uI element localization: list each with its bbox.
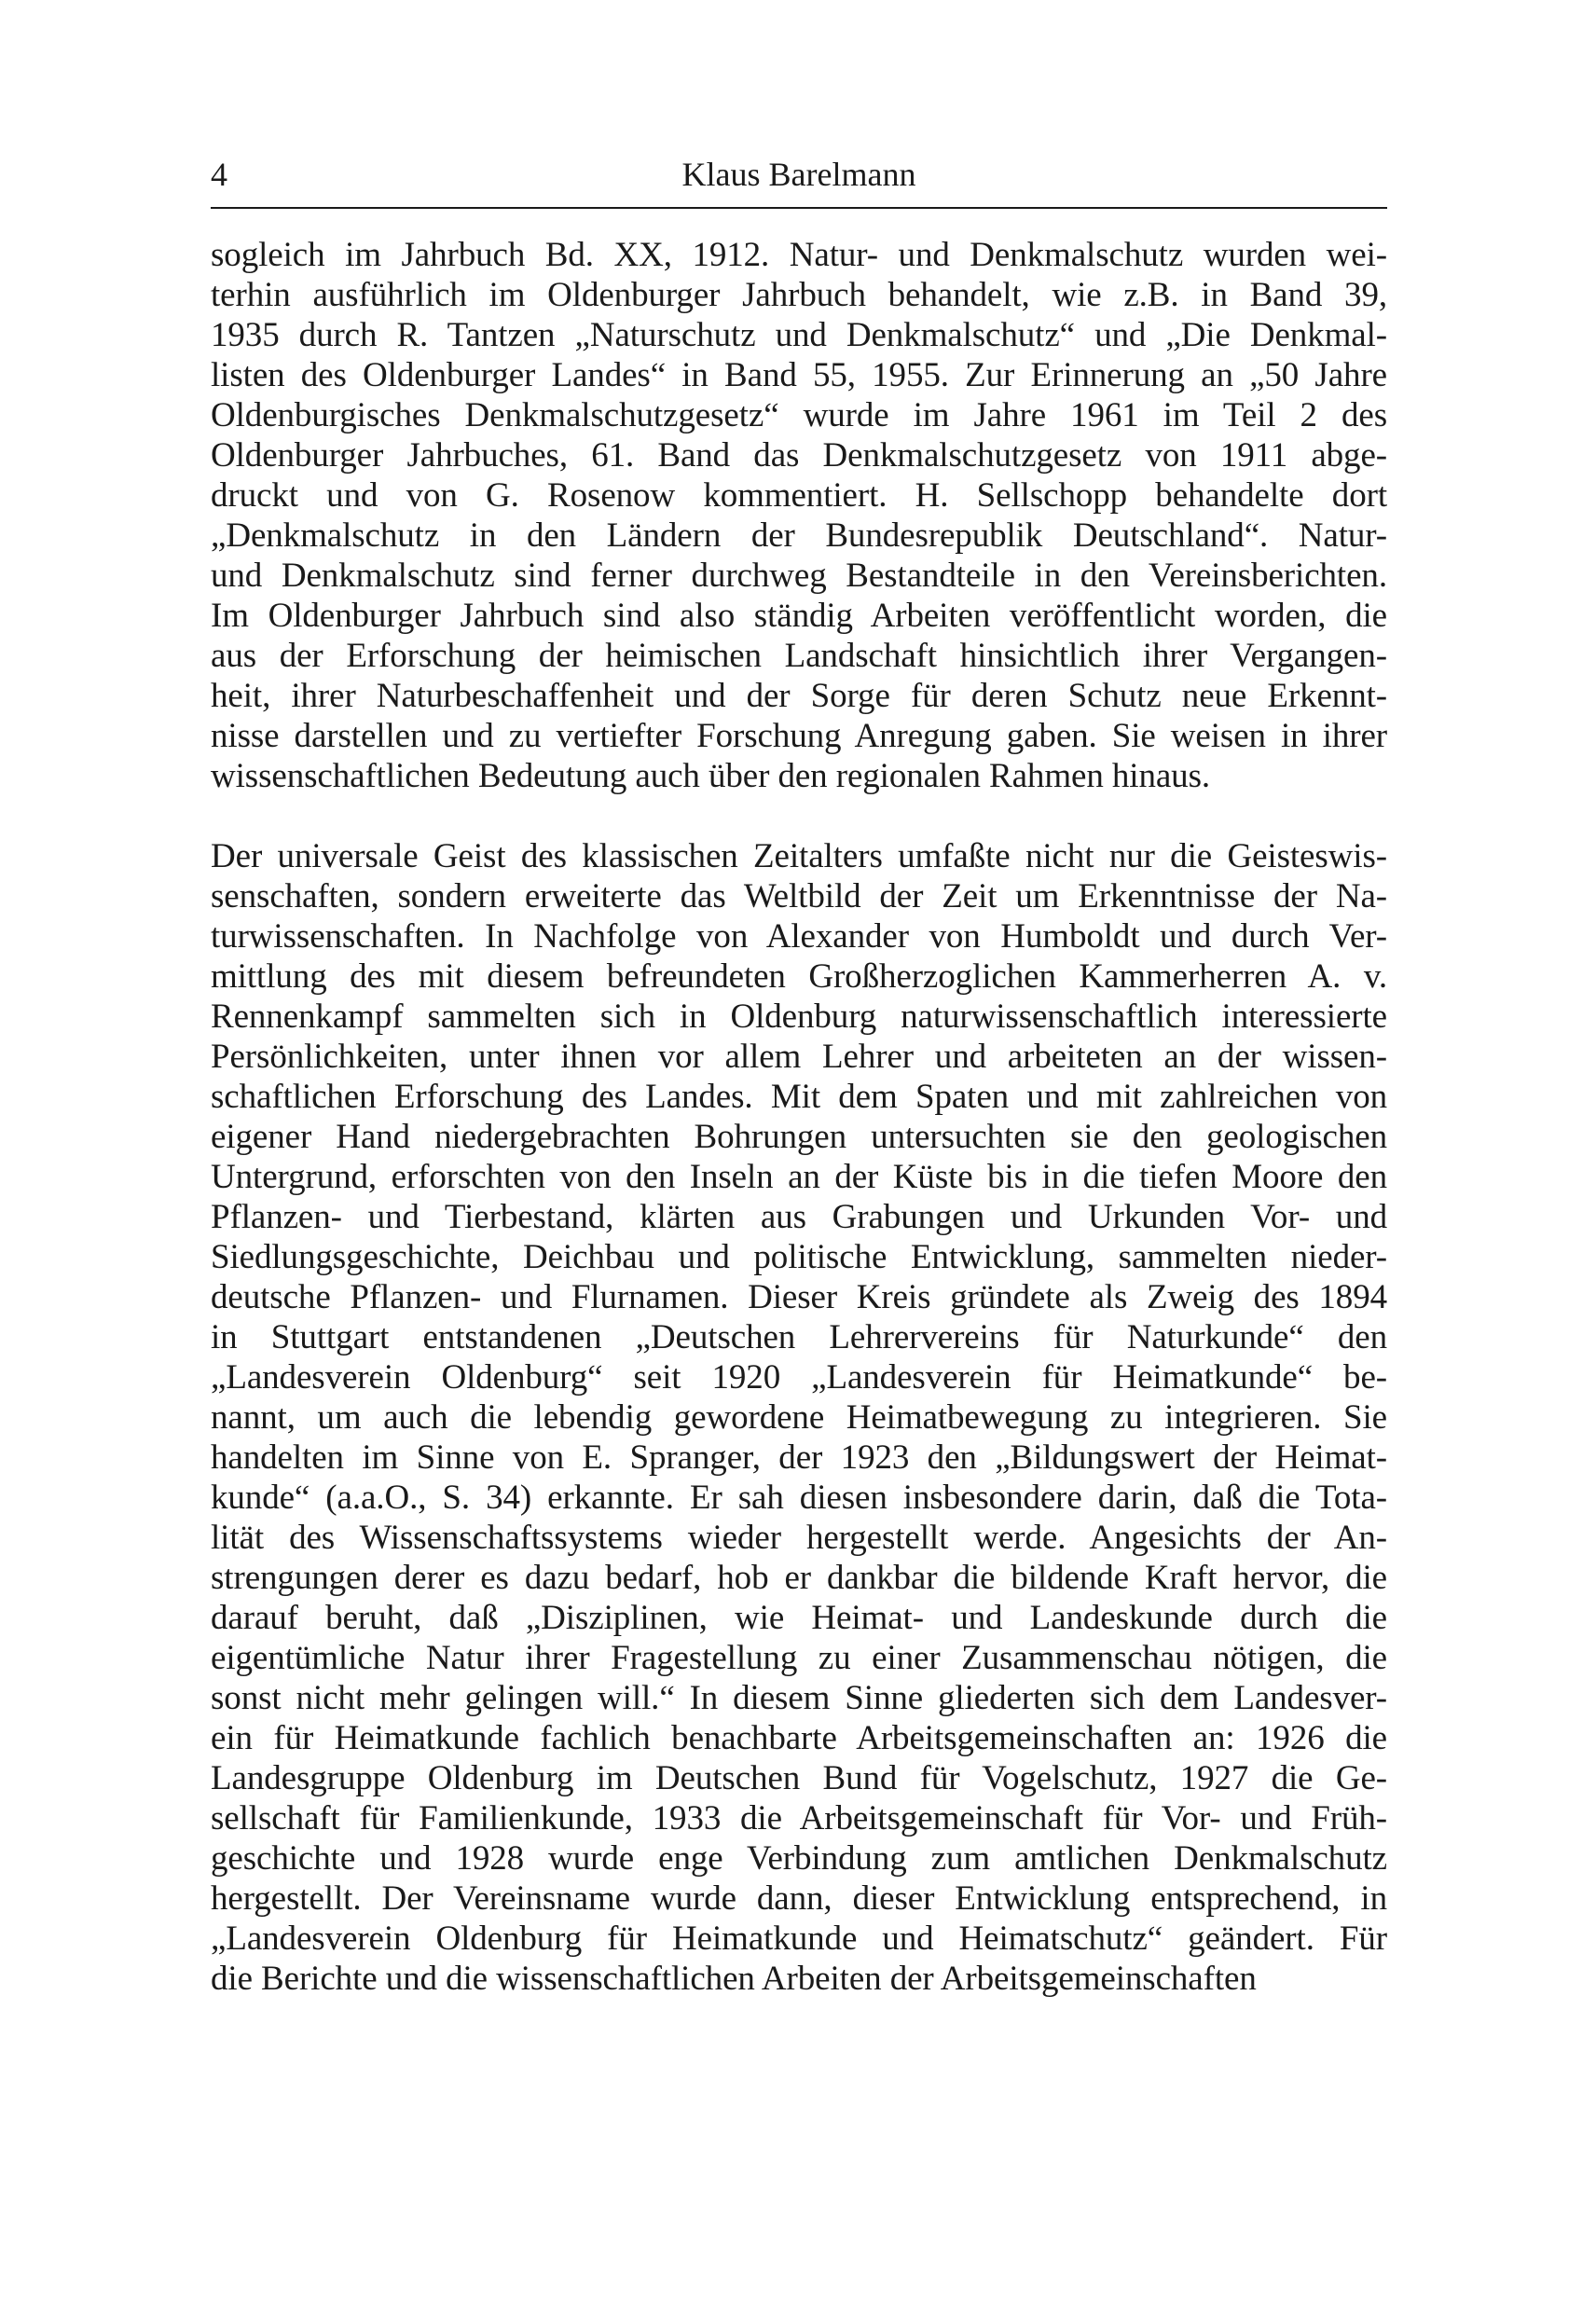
text-line: eigentümliche Natur ihrer Fragestellung zu einer Zusammenschau nötigen, die [211,1639,1387,1677]
text-line: strengungen derer es dazu bedarf, hob er dankbar die bildende Kraft hervor, die [211,1559,1387,1597]
page-number: 4 [211,156,227,193]
text-line: terhin ausführlich im Oldenburger Jahrbuch behandelt, wie z.B. in Band 39, [211,276,1387,314]
text-line: Oldenburgisches Denkmalschutzgesetz“ wurde im Jahre 1961 im Teil 2 des [211,396,1387,434]
text-line: Pflanzen- und Tierbestand, klärten aus Grabungen und Urkunden Vor- und [211,1198,1387,1236]
text-line: sogleich im Jahrbuch Bd. XX, 1912. Natur- und Denkmalschutz wurden wei- [211,236,1387,274]
text-line: handelten im Sinne von E. Spranger, der 1923 den „Bildungswert der Heimat- [211,1438,1387,1477]
text-line: deutsche Pflanzen- und Flurnamen. Dieser Kreis gründete als Zweig des 1894 [211,1278,1387,1316]
text-line: nannt, um auch die lebendig gewordene Heimatbewegung zu integrieren. Sie [211,1398,1387,1437]
text-line: Landesgruppe Oldenburg im Deutschen Bund für Vogelschutz, 1927 die Ge- [211,1759,1387,1797]
paragraph-1 [211,235,1387,796]
text-line: kunde“ (a.a.O., S. 34) erkannte. Er sah diesen insbesondere darin, daß die Tota- [211,1479,1387,1517]
text-line: hergestellt. Der Vereinsname wurde dann, dieser Entwicklung entsprechend, in [211,1879,1387,1918]
text-line: „Landesverein Oldenburg“ seit 1920 „Landesverein für Heimatkunde“ be- [211,1358,1387,1397]
text-line: turwissenschaften. In Nachfolge von Alexander von Humboldt und durch Ver- [211,917,1387,956]
text-line: Im Oldenburger Jahrbuch sind also ständig Arbeiten veröffentlicht worden, die [211,597,1387,635]
text-line: in Stuttgart entstandenen „Deutschen Lehrervereins für Naturkunde“ den [211,1318,1387,1356]
text-line: schaftlichen Erforschung des Landes. Mit dem Spaten und mit zahlreichen von [211,1078,1387,1116]
text-line: wissenschaftlichen Bedeutung auch über den regionalen Rahmen hinaus. [211,757,1211,795]
text-line: ein für Heimatkunde fachlich benachbarte Arbeitsgemeinschaften an: 1926 die [211,1719,1387,1757]
text-line: aus der Erforschung der heimischen Landschaft hinsichtlich ihrer Vergangen- [211,637,1387,675]
text-line: heit, ihrer Naturbeschaffenheit und der Sorge für deren Schutz neue Erkennt- [211,677,1387,715]
text-line: Rennenkampf sammelten sich in Oldenburg naturwissenschaftlich interessierte [211,998,1387,1036]
document-page [211,0,1387,2312]
text-line: Persönlichkeiten, unter ihnen vor allem Lehrer und arbeiteten an der wissen- [211,1038,1387,1076]
text-line: lität des Wissenschaftssystems wieder hergestellt werde. Angesichts der An- [211,1519,1387,1557]
text-line: „Landesverein Oldenburg für Heimatkunde und Heimatschutz“ geändert. Für [211,1920,1387,1958]
text-line: „Denkmalschutz in den Ländern der Bundesrepublik Deutschland“. Natur- [211,516,1387,555]
header-rule [211,207,1387,209]
paragraph-gap [211,796,1387,836]
text-line: Untergrund, erforschten von den Inseln an der Küste bis in die tiefen Moore den [211,1158,1387,1196]
body-text [211,235,1387,1999]
text-line: sonst nicht mehr gelingen will.“ In diesem Sinne gliederten sich dem Landesver- [211,1679,1387,1717]
text-line: senschaften, sondern erweiterte das Weltbild der Zeit um Erkenntnisse der Na- [211,877,1387,915]
text-line: sellschaft für Familienkunde, 1933 die Arbeitsgemeinschaft für Vor- und Früh- [211,1799,1387,1837]
text-line: Siedlungsgeschichte, Deichbau und politische Entwicklung, sammelten nieder- [211,1238,1387,1276]
text-line: geschichte und 1928 wurde enge Verbindung zum amtlichen Denkmalschutz [211,1839,1387,1878]
text-line: Der universale Geist des klassischen Zeitalters umfaßte nicht nur die Geisteswis- [211,837,1387,875]
paragraph-2 [211,836,1387,1999]
text-line: listen des Oldenburger Landes“ in Band 55, 1955. Zur Erinnerung an „50 Jahre [211,356,1387,394]
header-author: Klaus Barelmann [681,156,916,193]
text-line: Oldenburger Jahrbuches, 61. Band das Denkmalschutzgesetz von 1911 abge- [211,436,1387,475]
running-head [211,153,1387,196]
text-line: die Berichte und die wissenschaftlichen Arbeiten der Arbeitsgemeinschaften [211,1960,1257,1998]
text-line: eigener Hand niedergebrachten Bohrungen untersuchten sie den geologischen [211,1118,1387,1156]
text-line: 1935 durch R. Tantzen „Naturschutz und Denkmalschutz“ und „Die Denkmal- [211,316,1387,354]
text-line: und Denkmalschutz sind ferner durchweg Bestandteile in den Vereinsberichten. [211,557,1387,595]
text-line: druckt und von G. Rosenow kommentiert. H. Sellschopp behandelte dort [211,476,1387,515]
text-line: darauf beruht, daß „Disziplinen, wie Heimat- und Landeskunde durch die [211,1599,1387,1637]
text-line: nisse darstellen und zu vertiefter Forschung Anregung gaben. Sie weisen in ihrer [211,717,1387,755]
text-line: mittlung des mit diesem befreundeten Großherzoglichen Kammerherren A. v. [211,957,1387,996]
